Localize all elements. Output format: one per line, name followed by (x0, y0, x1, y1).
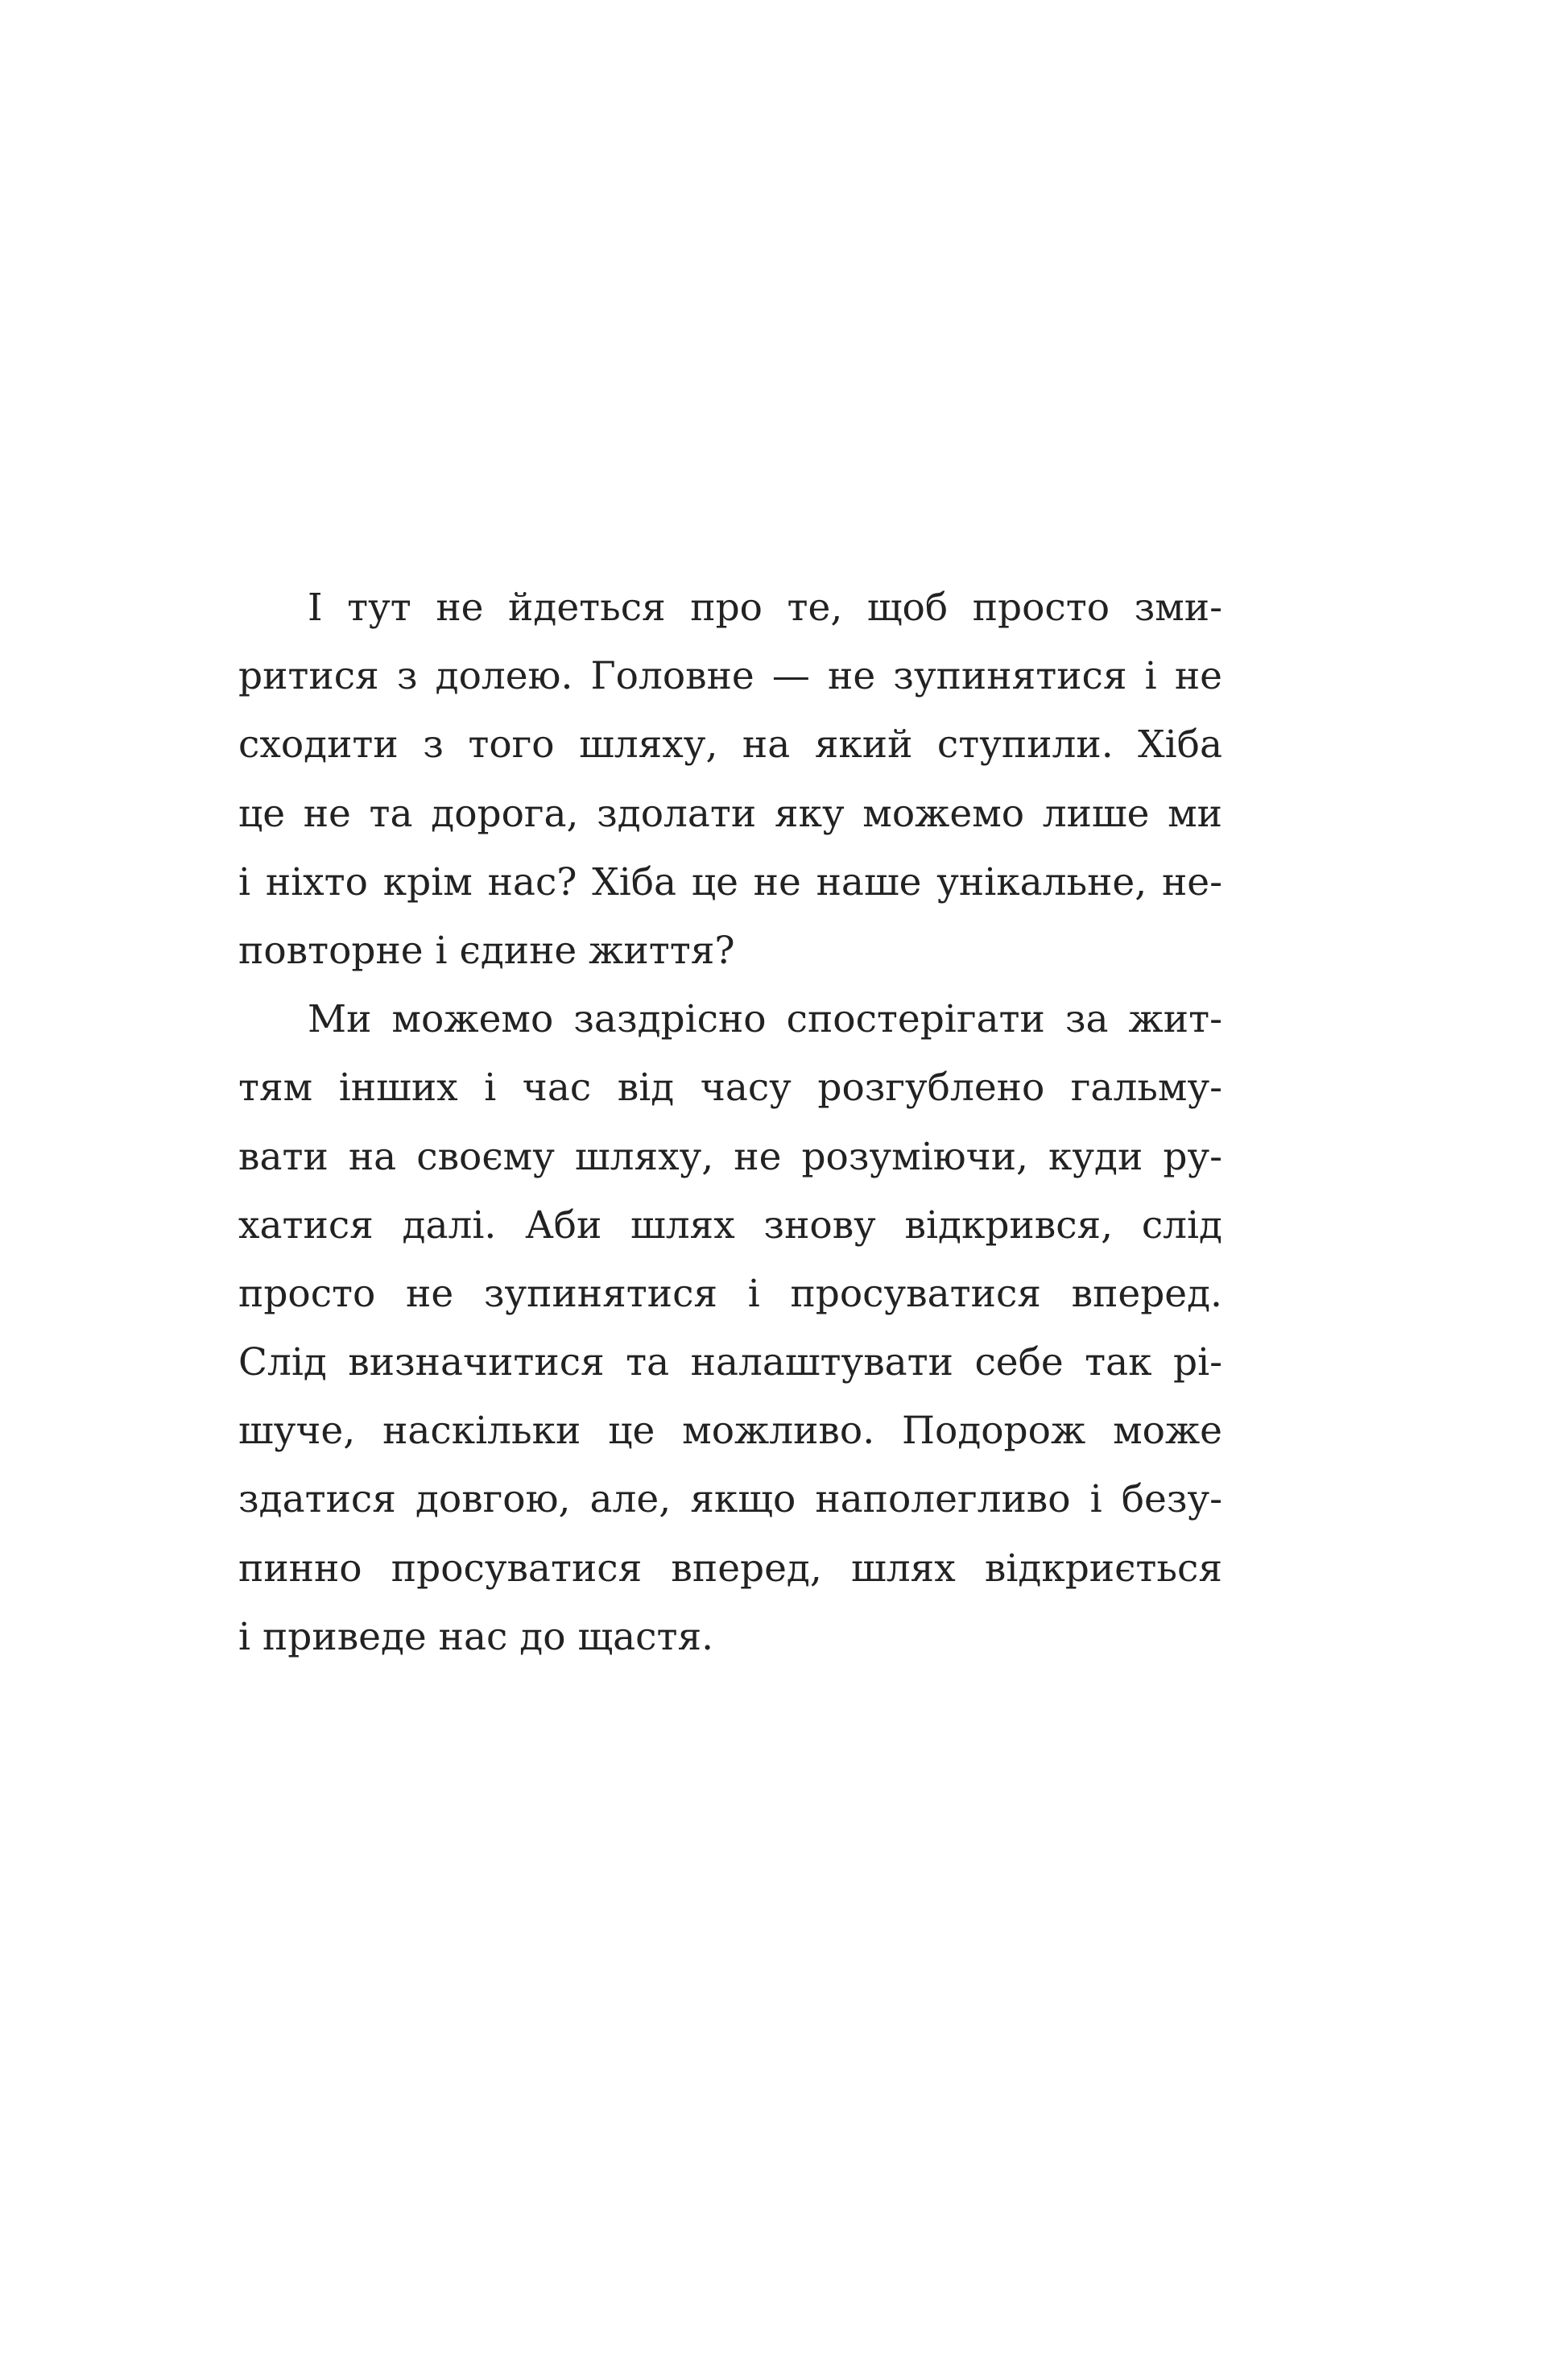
text-line: хатися далі. Аби шлях знову відкрився, слід (238, 1202, 1222, 1248)
text-line: І тут не йдеться про те, щоб просто зми- (308, 586, 1222, 630)
text-line: і приведе нас до щастя. (238, 1614, 714, 1659)
text-line: ритися з долею. Головне — не зупинятися і не (238, 654, 1222, 699)
text-line: повторне і єдине життя? (238, 928, 735, 973)
text-line: тям інших і час від часу розгублено гальму- (238, 1066, 1222, 1111)
text-line: шуче, наскільки це можливо. Подорож може (238, 1409, 1222, 1454)
text-line: Слід визначитися та налаштувати себе так рі- (238, 1340, 1222, 1385)
text-line: пинно просуватися вперед, шлях відкриється (238, 1546, 1222, 1591)
text-line: сходити з того шляху, на який ступили. Хіба (238, 722, 1222, 768)
paragraph-2 (238, 985, 1222, 1671)
body-text (238, 573, 1222, 1671)
text-line: просто не зупинятися і просуватися вперед. (238, 1271, 1222, 1316)
text-line: це не та дорога, здолати яку можемо лише ми (238, 791, 1222, 836)
text-line: Ми можемо заздрісно спостерігати за жит- (308, 997, 1222, 1042)
text-line: вати на своєму шляху, не розуміючи, куди ру- (238, 1134, 1222, 1179)
text-line: здатися довгою, але, якщо наполегливо і безу- (238, 1477, 1222, 1522)
paragraph-1 (238, 573, 1222, 985)
text-line: і ніхто крім нас? Хіба це не наше унікальне, не- (238, 859, 1222, 904)
